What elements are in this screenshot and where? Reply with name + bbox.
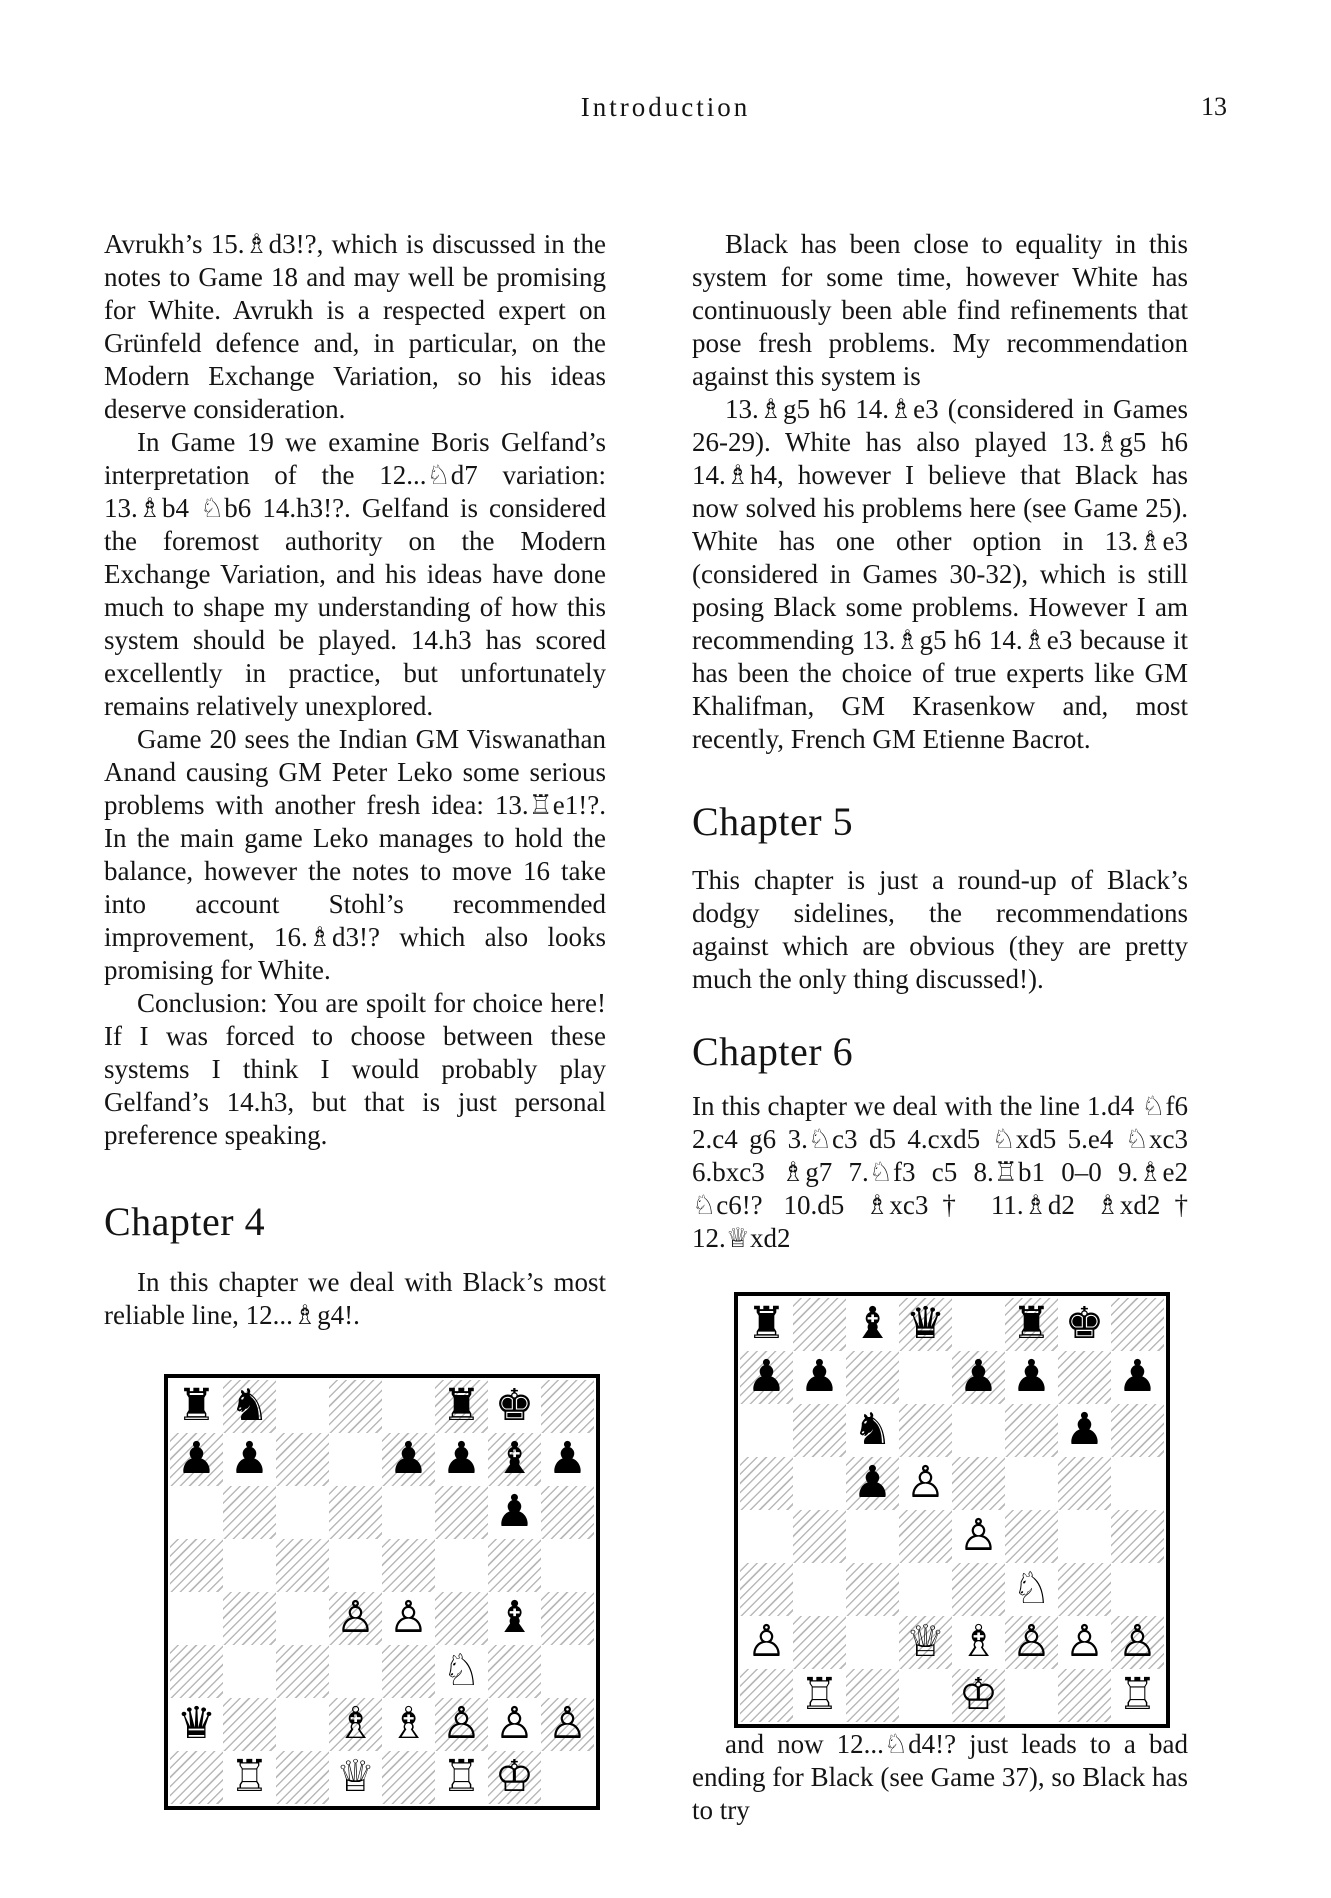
board-square	[435, 1751, 488, 1804]
board-square	[1111, 1404, 1164, 1457]
board-square	[223, 1433, 276, 1486]
board-square	[793, 1404, 846, 1457]
board-square	[435, 1433, 488, 1486]
board-square	[170, 1645, 223, 1698]
board-square	[1058, 1404, 1111, 1457]
board-square	[952, 1298, 1005, 1351]
chess-piece: ♙	[441, 1698, 482, 1749]
board-square	[329, 1698, 382, 1751]
board-square	[435, 1592, 488, 1645]
board-square	[435, 1380, 488, 1433]
chapter-5-heading: Chapter 5	[692, 799, 854, 844]
board-square	[488, 1380, 541, 1433]
chess-piece: ♙	[547, 1698, 588, 1749]
chess-piece: ♟	[746, 1351, 787, 1402]
board-square	[382, 1751, 435, 1804]
chess-piece: ♙	[388, 1592, 429, 1643]
chess-piece: ♞	[852, 1404, 893, 1455]
board-square	[382, 1433, 435, 1486]
left-column	[104, 228, 606, 1827]
board-square	[329, 1486, 382, 1539]
board-square	[276, 1380, 329, 1433]
chess-piece: ♙	[1117, 1616, 1158, 1667]
board-square	[899, 1351, 952, 1404]
board-square	[382, 1592, 435, 1645]
board-square	[1111, 1510, 1164, 1563]
board-square	[899, 1404, 952, 1457]
board-square	[541, 1698, 594, 1751]
board-square	[740, 1669, 793, 1722]
chess-piece: ♘	[441, 1645, 482, 1696]
chess-piece: ♙	[494, 1698, 535, 1749]
chess-piece: ♝	[852, 1298, 893, 1349]
board-square	[223, 1486, 276, 1539]
board-square	[435, 1645, 488, 1698]
paragraph: Avrukh’s 15.♗d3!?, which is discussed in the notes to Game 18 and may well be promising for White. Avrukh is a respected expert on Grünfeld defence and, in particular, on the Modern Exchange Variation, so his ideas deserve consideration.	[104, 229, 606, 424]
chess-piece: ♖	[1117, 1669, 1158, 1720]
board-square	[952, 1457, 1005, 1510]
board-square	[1111, 1616, 1164, 1669]
board-square	[170, 1433, 223, 1486]
chess-piece: ♟	[229, 1433, 270, 1484]
board-square	[488, 1645, 541, 1698]
chess-piece: ♟	[1064, 1404, 1105, 1455]
board-square	[170, 1751, 223, 1804]
chapter-6-heading: Chapter 6	[692, 1029, 854, 1074]
board-square	[382, 1539, 435, 1592]
chess-piece: ♟	[1117, 1351, 1158, 1402]
board-square	[382, 1698, 435, 1751]
page-title: Introduction	[580, 92, 751, 122]
chess-piece: ♟	[494, 1486, 535, 1537]
chess-piece: ♞	[229, 1380, 270, 1431]
board-square	[793, 1298, 846, 1351]
board-square	[740, 1563, 793, 1616]
board-square	[1005, 1457, 1058, 1510]
board-square	[899, 1563, 952, 1616]
paragraph: Black has been close to equality in this system for some time, however White has continuously been able find refinements that pose fresh problems. My recommendation against this system is	[692, 229, 1188, 391]
board-square	[793, 1616, 846, 1669]
board-square	[740, 1510, 793, 1563]
chess-diagram-chapter6	[734, 1292, 1170, 1728]
board-square	[435, 1486, 488, 1539]
board-square	[740, 1404, 793, 1457]
chess-piece: ♚	[1064, 1298, 1105, 1349]
board-square	[1005, 1563, 1058, 1616]
chess-piece: ♘	[1011, 1563, 1052, 1614]
board-square	[329, 1380, 382, 1433]
board-square	[952, 1669, 1005, 1722]
board-square	[1005, 1616, 1058, 1669]
paragraph: In Game 19 we examine Boris Gelfand’s interpretation of the 12...♘d7 variation: 13.♗b4 ♘b6 14.h3!?. Gelfand is considered the foremost authority on the Modern Exchange Variation, and his ideas have done much to shape my understanding of how this system should be played. 14.h3 has scored excellently in practice, but unfortunately remains relatively unexplored.	[104, 427, 606, 721]
board-square	[276, 1592, 329, 1645]
chess-piece: ♕	[335, 1751, 376, 1802]
paragraph: In this chapter we deal with the line 1.d4 ♘f6 2.c4 g6 3.♘c3 d5 4.cxd5 ♘xd5 5.e4 ♘xc3 6.bxc3 ♗g7 7.♘f3 c5 8.♖b1 0–0 9.♗e2 ♘c6!? 10.d5 ♗xc3† 11.♗d2 ♗xd2† 12.♕xd2	[692, 1091, 1188, 1253]
board-square	[793, 1510, 846, 1563]
chess-piece: ♖	[799, 1669, 840, 1720]
board-square	[488, 1698, 541, 1751]
chess-piece: ♖	[441, 1751, 482, 1802]
board-square	[541, 1592, 594, 1645]
board-square	[170, 1380, 223, 1433]
paragraph: Conclusion: You are spoilt for choice here! If I was forced to choose between these systems I think I would probably play Gelfand’s 14.h3, but that is just personal preference speaking.	[104, 988, 606, 1150]
board-square	[488, 1751, 541, 1804]
board-square	[329, 1751, 382, 1804]
chess-piece: ♝	[494, 1592, 535, 1643]
board-square	[1005, 1510, 1058, 1563]
board-square	[740, 1616, 793, 1669]
board-square	[1005, 1404, 1058, 1457]
paragraph: In this chapter we deal with Black’s most reliable line, 12...♗g4!.	[104, 1267, 606, 1330]
chess-piece: ♟	[388, 1433, 429, 1484]
board-square	[899, 1298, 952, 1351]
board-square	[276, 1486, 329, 1539]
board-square	[846, 1404, 899, 1457]
chess-piece: ♙	[335, 1592, 376, 1643]
board-square	[541, 1751, 594, 1804]
board-square	[1058, 1616, 1111, 1669]
board-square	[740, 1351, 793, 1404]
paragraph: This chapter is just a round-up of Black’s dodgy sidelines, the recommendations against which are obvious (they are pretty much the only thing discussed!).	[692, 865, 1188, 994]
board-square	[952, 1563, 1005, 1616]
chess-piece: ♟	[958, 1351, 999, 1402]
board-square	[1111, 1563, 1164, 1616]
board-square	[846, 1616, 899, 1669]
chess-piece: ♗	[388, 1698, 429, 1749]
board-square	[276, 1645, 329, 1698]
board-square	[329, 1539, 382, 1592]
chess-piece: ♖	[229, 1751, 270, 1802]
chess-piece: ♙	[905, 1457, 946, 1508]
board-square	[1058, 1351, 1111, 1404]
board-square	[1058, 1563, 1111, 1616]
chess-piece: ♙	[958, 1510, 999, 1561]
board-square	[952, 1404, 1005, 1457]
board-square	[846, 1510, 899, 1563]
chess-piece: ♟	[441, 1433, 482, 1484]
board-square	[1111, 1351, 1164, 1404]
two-column-layout	[104, 228, 1331, 1827]
board-square	[793, 1457, 846, 1510]
board-square	[276, 1751, 329, 1804]
board-square	[846, 1298, 899, 1351]
chess-piece: ♗	[335, 1698, 376, 1749]
chess-piece: ♟	[1011, 1351, 1052, 1402]
paragraph: 13.♗g5 h6 14.♗e3 (considered in Games 26-29). White has also played 13.♗g5 h6 14.♗h4, however I believe that Black has now solved his problems here (see Game 25). White has one other option in 13.♗e3 (considered in Games 30-32), which is still posing Black some problems. However I am recommending 13.♗g5 h6 14.♗e3 because it has been the choice of true experts like GM Khalifman, GM Krasenkow and, most recently, French GM Etienne Bacrot.	[692, 394, 1188, 754]
board-square	[541, 1486, 594, 1539]
board-square	[952, 1351, 1005, 1404]
chess-piece: ♔	[494, 1751, 535, 1802]
board-square	[276, 1539, 329, 1592]
chess-piece: ♜	[176, 1380, 217, 1431]
chess-piece: ♔	[958, 1669, 999, 1720]
board-square	[329, 1592, 382, 1645]
board-square	[740, 1457, 793, 1510]
board-square	[223, 1539, 276, 1592]
board-square	[223, 1645, 276, 1698]
board-square	[541, 1380, 594, 1433]
chess-piece: ♜	[441, 1380, 482, 1431]
board-square	[899, 1616, 952, 1669]
board-square	[793, 1669, 846, 1722]
board-square	[329, 1645, 382, 1698]
board-square	[488, 1486, 541, 1539]
board-square	[846, 1457, 899, 1510]
board-square	[541, 1433, 594, 1486]
chess-piece: ♟	[799, 1351, 840, 1402]
running-head	[0, 0, 1331, 123]
board-square	[170, 1486, 223, 1539]
right-column	[692, 228, 1188, 1827]
board-square	[899, 1510, 952, 1563]
board-square	[952, 1616, 1005, 1669]
board-square	[488, 1539, 541, 1592]
board-square	[1058, 1669, 1111, 1722]
board-square	[1111, 1298, 1164, 1351]
chess-piece: ♕	[905, 1616, 946, 1667]
board-square	[276, 1433, 329, 1486]
board-square	[740, 1298, 793, 1351]
board-square	[793, 1351, 846, 1404]
chess-diagram-chapter4	[164, 1374, 600, 1810]
board-square	[488, 1433, 541, 1486]
paragraph: Game 20 sees the Indian GM Viswanathan Anand causing GM Peter Leko some serious problems with another fresh idea: 13.♖e1!?. In the main game Leko manages to hold the balance, however the notes to move 16 take into account Stohl’s recommended improvement, 16.♗d3!? which also looks promising for White.	[104, 724, 606, 985]
chapter-4-heading: Chapter 4	[104, 1199, 266, 1244]
board-square	[846, 1351, 899, 1404]
chess-piece: ♟	[176, 1433, 217, 1484]
chess-piece: ♜	[746, 1298, 787, 1349]
board-square	[952, 1510, 1005, 1563]
board-square	[1005, 1351, 1058, 1404]
paragraph: and now 12...♘d4!? just leads to a bad ending for Black (see Game 37), so Black has to try	[692, 1729, 1188, 1825]
chess-piece: ♟	[852, 1457, 893, 1508]
board-square	[223, 1380, 276, 1433]
board-square	[170, 1539, 223, 1592]
board-square	[541, 1539, 594, 1592]
board-square	[382, 1486, 435, 1539]
board-square	[541, 1645, 594, 1698]
board-square	[1005, 1669, 1058, 1722]
board-square	[899, 1457, 952, 1510]
board-square	[435, 1698, 488, 1751]
chess-piece: ♙	[1011, 1616, 1052, 1667]
board-square	[223, 1698, 276, 1751]
board-square	[846, 1669, 899, 1722]
board-square	[846, 1563, 899, 1616]
board-square	[1058, 1457, 1111, 1510]
board-square	[329, 1433, 382, 1486]
chess-piece: ♛	[905, 1298, 946, 1349]
board-square	[223, 1751, 276, 1804]
board-square	[899, 1669, 952, 1722]
page-number: 13	[1201, 92, 1227, 121]
chess-piece: ♜	[1011, 1298, 1052, 1349]
board-square	[223, 1592, 276, 1645]
board-square	[1111, 1669, 1164, 1722]
chess-piece: ♛	[176, 1698, 217, 1749]
board-square	[382, 1645, 435, 1698]
board-square	[1111, 1457, 1164, 1510]
board-square	[170, 1698, 223, 1751]
board-square	[276, 1698, 329, 1751]
chess-piece: ♙	[746, 1616, 787, 1667]
board-square	[1005, 1298, 1058, 1351]
board-square	[382, 1380, 435, 1433]
chess-piece: ♝	[494, 1433, 535, 1484]
chess-piece: ♟	[547, 1433, 588, 1484]
board-square	[793, 1563, 846, 1616]
board-square	[435, 1539, 488, 1592]
board-square	[1058, 1298, 1111, 1351]
chess-piece: ♗	[958, 1616, 999, 1667]
chess-piece: ♙	[1064, 1616, 1105, 1667]
board-square	[170, 1592, 223, 1645]
board-square	[488, 1592, 541, 1645]
board-square	[1058, 1510, 1111, 1563]
chess-piece: ♚	[494, 1380, 535, 1431]
